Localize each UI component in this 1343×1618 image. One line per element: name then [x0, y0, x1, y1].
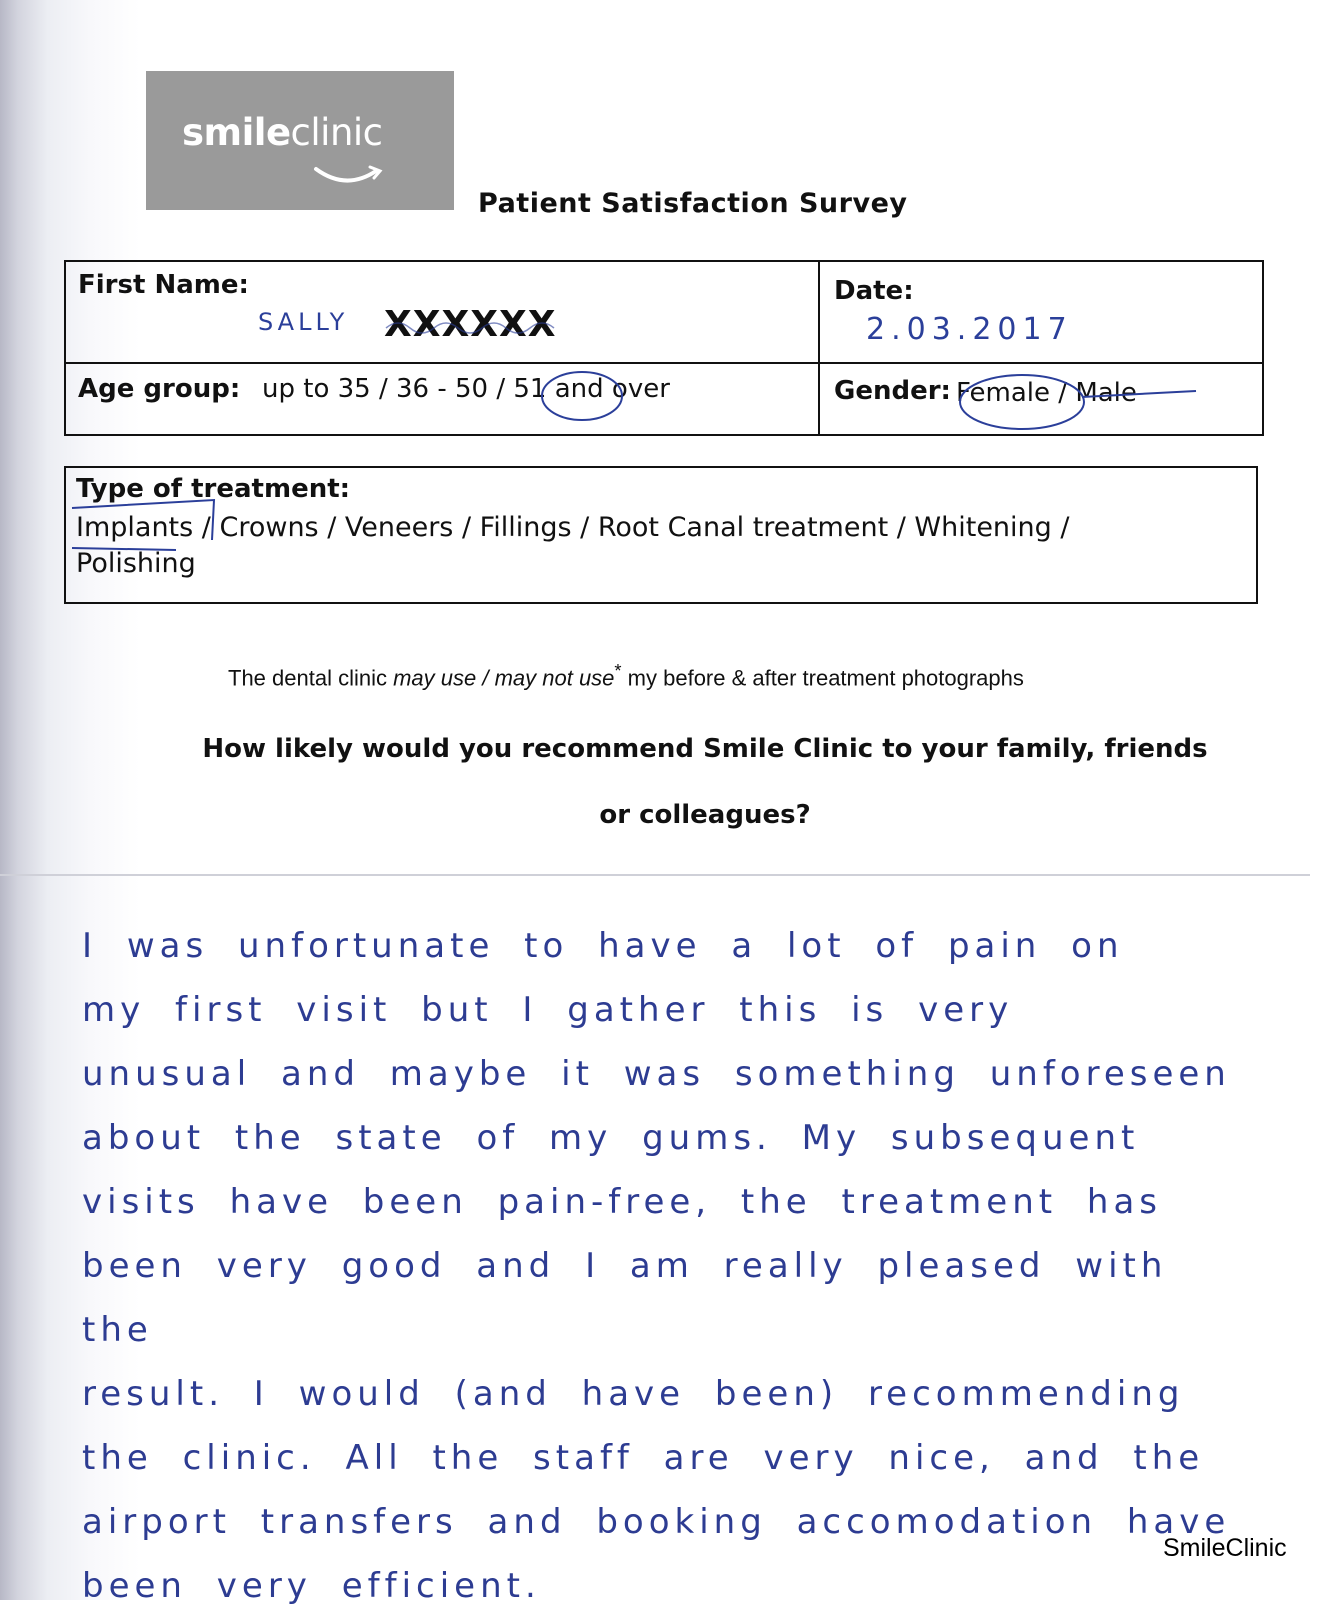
smileclinic-watermark: SmileClinic	[1163, 1534, 1287, 1562]
photo-consent: The dental clinic may use / may not use* my before & after treatment photographs	[228, 660, 1024, 691]
column-divider	[818, 262, 820, 434]
gender-label: Gender:	[834, 376, 951, 406]
surname-redaction: XXXXXX	[384, 304, 557, 345]
age-option-up-to-35[interactable]: up to 35	[262, 374, 371, 404]
treatment-option-fillings[interactable]: Fillings	[479, 512, 572, 543]
survey-title: Patient Satisfaction Survey	[478, 188, 908, 219]
comment-line: my first visit but I gather this is very	[82, 990, 1014, 1030]
handwritten-comment	[82, 914, 1262, 1618]
treatment-options: Implants / Crowns / Veneers / Fillings / Root Canal treatment / Whitening / Polishing	[76, 512, 1070, 579]
logo-text: smileclinic	[182, 111, 383, 154]
date-label: Date:	[834, 276, 914, 306]
gender-options: Female / Male	[956, 378, 1137, 408]
comment-line: airport transfers and booking accomodation have	[82, 1502, 1231, 1542]
smile-icon	[312, 165, 386, 189]
treatment-option-polishing[interactable]: Polishing	[76, 548, 196, 579]
comment-line: about the state of my gums. My subsequent	[82, 1118, 1140, 1158]
treatment-box	[64, 466, 1258, 604]
gender-option-female[interactable]: Female	[956, 378, 1051, 408]
treatment-option-whitening[interactable]: Whitening	[914, 512, 1052, 543]
consent-choice[interactable]: may use / may not use	[393, 665, 615, 691]
smileclinic-logo	[146, 71, 454, 210]
age-group-label: Age group:	[78, 374, 241, 404]
recommend-question: How likely would you recommend Smile Clinic to your family, friends or colleagues?	[202, 734, 1208, 830]
treatment-option-root-canal[interactable]: Root Canal treatment	[597, 512, 889, 543]
comment-line: been very good and I am really pleased with the	[82, 1246, 1168, 1350]
age-option-51-and-over[interactable]: 51 and over	[513, 374, 670, 404]
comment-line: unusual and maybe it was something unforeseen	[82, 1054, 1231, 1094]
comment-line: been very efficient.	[82, 1566, 541, 1606]
page-fold-line	[0, 874, 1310, 876]
treatment-option-veneers[interactable]: Veneers	[344, 512, 454, 543]
gender-option-male[interactable]: Male	[1075, 378, 1137, 408]
first-name-value: SALLY	[258, 308, 349, 336]
treatment-option-crowns[interactable]: Crowns	[219, 512, 319, 543]
comment-line: visits have been pain-free, the treatment has	[82, 1182, 1162, 1222]
first-name-label: First Name:	[78, 270, 249, 300]
comment-line: result. I would (and have been) recommending	[82, 1374, 1185, 1414]
comment-line: I was unfortunate to have a lot of pain on	[82, 926, 1124, 966]
treatment-option-implants[interactable]: Implants	[76, 512, 194, 543]
patient-info-box	[64, 260, 1264, 436]
age-option-36-50[interactable]: 36 - 50	[396, 374, 489, 404]
row-divider	[66, 362, 1262, 364]
comment-line: the clinic. All the staff are very nice, and the	[82, 1438, 1205, 1478]
date-value: 2.03.2017	[866, 312, 1073, 347]
treatment-label: Type of treatment:	[76, 474, 351, 504]
age-group-options: up to 35 / 36 - 50 / 51 and over	[262, 374, 670, 404]
